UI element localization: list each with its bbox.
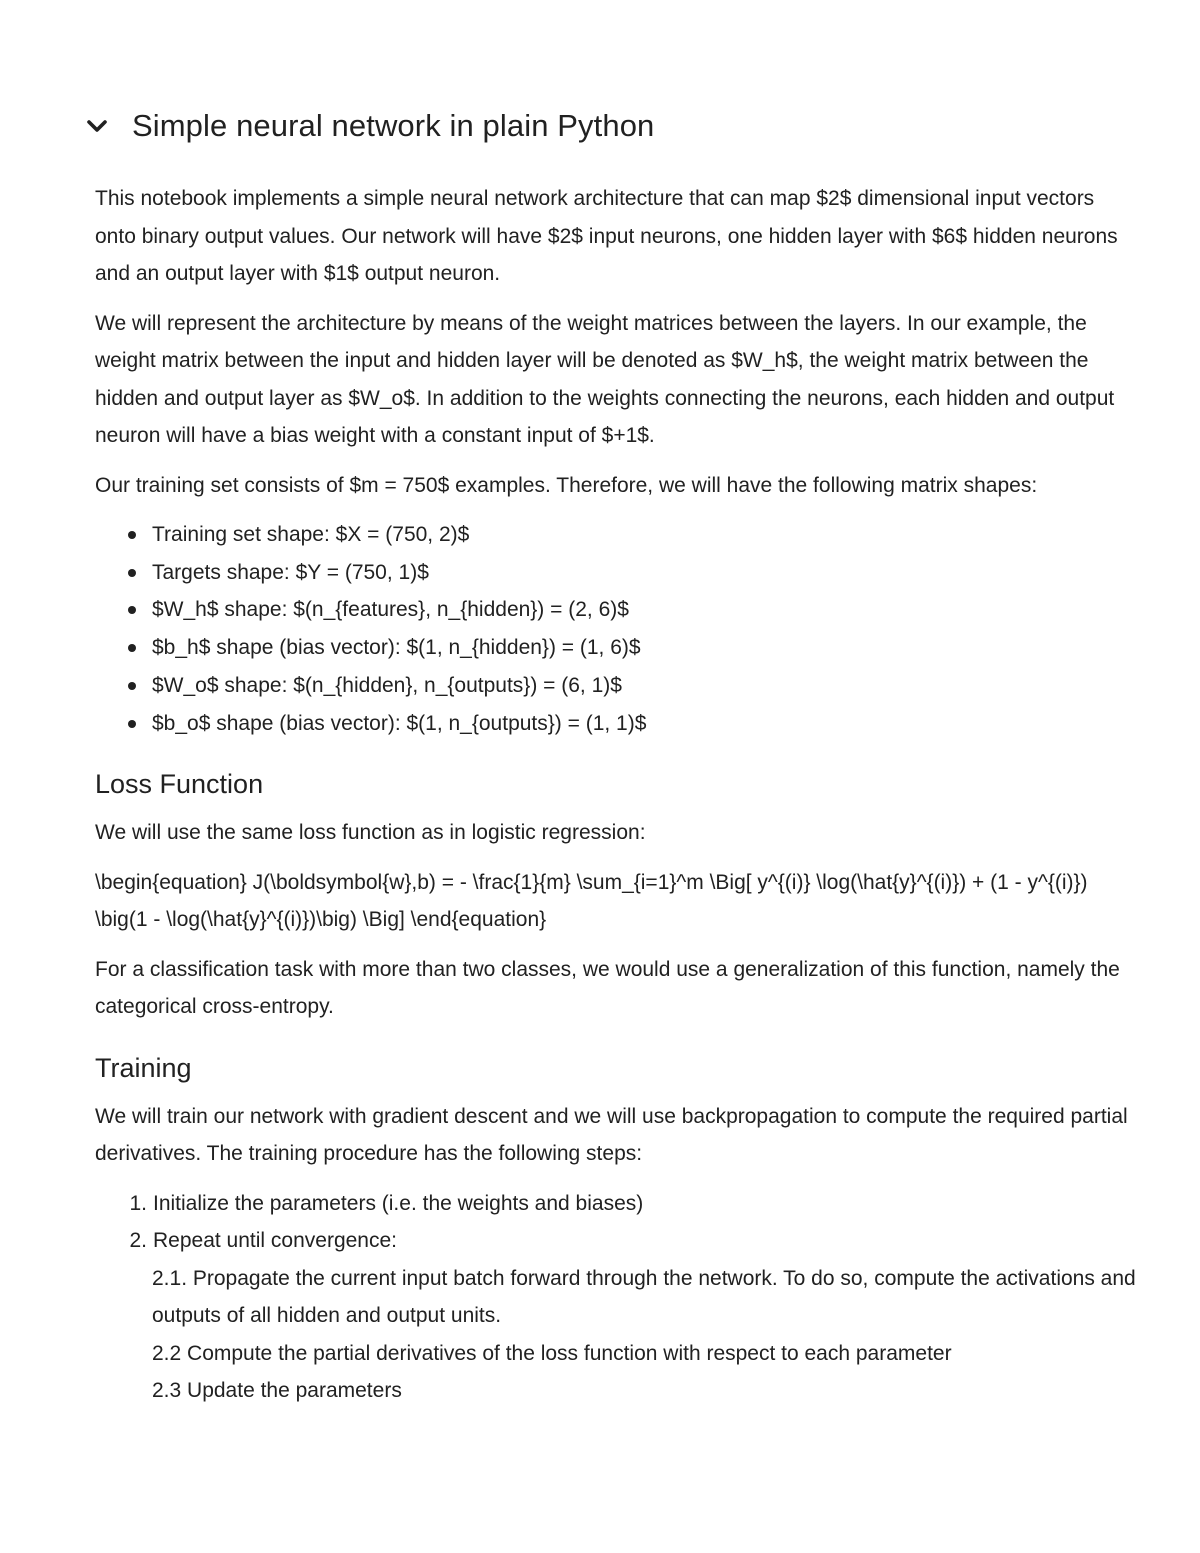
- loss-equation: \begin{equation} J(\boldsymbol{w},b) = - \frac{1}{m} \sum_{i=1}^m \Big[ y^{(i)} \log(\hat{y}^{(i)}) + (1 - y^{(i)}) \big(1 - \log(\hat{y}^{(i)})\big) \Big] \end{equation}: [95, 870, 1088, 932]
- loss-paragraph-1: We will use the same loss function as in logistic regression:: [95, 821, 646, 845]
- intro-paragraph-1: This notebook implements a simple neural network architecture that can map $2$ dimensional input vectors onto binary output values. Our network will have $2$ input neurons, one hidden layer with $6$ hidden neurons and an output layer with $1$ output neuron.: [95, 187, 1118, 285]
- page-title: Simple neural network in plain Python: [132, 108, 655, 143]
- list-item: Training set shape: $X = (750, 2)$: [152, 516, 1140, 554]
- loss-heading: Loss Function: [95, 769, 264, 800]
- substep-item: 2.1. Propagate the current input batch forward through the network. To do so, compute the activations and outputs of all hidden and output units.: [152, 1266, 1136, 1328]
- step-text: Initialize the parameters (i.e. the weights and biases): [153, 1191, 644, 1215]
- shapes-list: [95, 516, 1140, 742]
- training-paragraph-1: We will train our network with gradient descent and we will use backpropagation to compute the required partial derivatives. The training procedure has the following steps:: [95, 1104, 1128, 1166]
- step-item: [95, 1185, 1140, 1223]
- list-item: $b_h$ shape (bias vector): $(1, n_{hidden}) = (1, 6)$: [152, 629, 1140, 667]
- list-item: $b_o$ shape (bias vector): $(1, n_{outputs}) = (1, 1)$: [152, 705, 1140, 743]
- loss-paragraph-2: For a classification task with more than two classes, we would use a generalization of this function, namely the categorical cross-entropy.: [95, 957, 1120, 1019]
- markdown-cell: [95, 180, 1140, 1410]
- substep-item: 2.2 Compute the partial derivatives of the loss function with respect to each parameter: [152, 1341, 952, 1365]
- training-heading: Training: [95, 1052, 192, 1083]
- step-item: [95, 1222, 1140, 1260]
- intro-paragraph-2: We will represent the architecture by means of the weight matrices between the layers. In our example, the weight matrix between the input and hidden layer will be denoted as $W_h$, the weight matrix between the hidden and output layer as $W_o$. In addition to the weights connecting the neurons, each hidden and output neuron will have a bias weight with a constant input of $+1$.: [95, 311, 1115, 447]
- chevron-down-icon[interactable]: [84, 113, 110, 139]
- list-item: $W_h$ shape: $(n_{features}, n_{hidden}) = (2, 6)$: [152, 591, 1140, 629]
- step-number: 1.: [129, 1191, 147, 1215]
- step-text: Repeat until convergence:: [153, 1229, 397, 1253]
- step-number: 2.: [129, 1229, 147, 1253]
- intro-paragraph-3: Our training set consists of $m = 750$ examples. Therefore, we will have the following matrix shapes:: [95, 473, 1038, 497]
- list-item: Targets shape: $Y = (750, 1)$: [152, 554, 1140, 592]
- section-header: [84, 104, 654, 148]
- steps-list: [95, 1185, 1140, 1260]
- substep-item: 2.3 Update the parameters: [152, 1379, 402, 1403]
- list-item: $W_o$ shape: $(n_{hidden}, n_{outputs}) = (6, 1)$: [152, 667, 1140, 705]
